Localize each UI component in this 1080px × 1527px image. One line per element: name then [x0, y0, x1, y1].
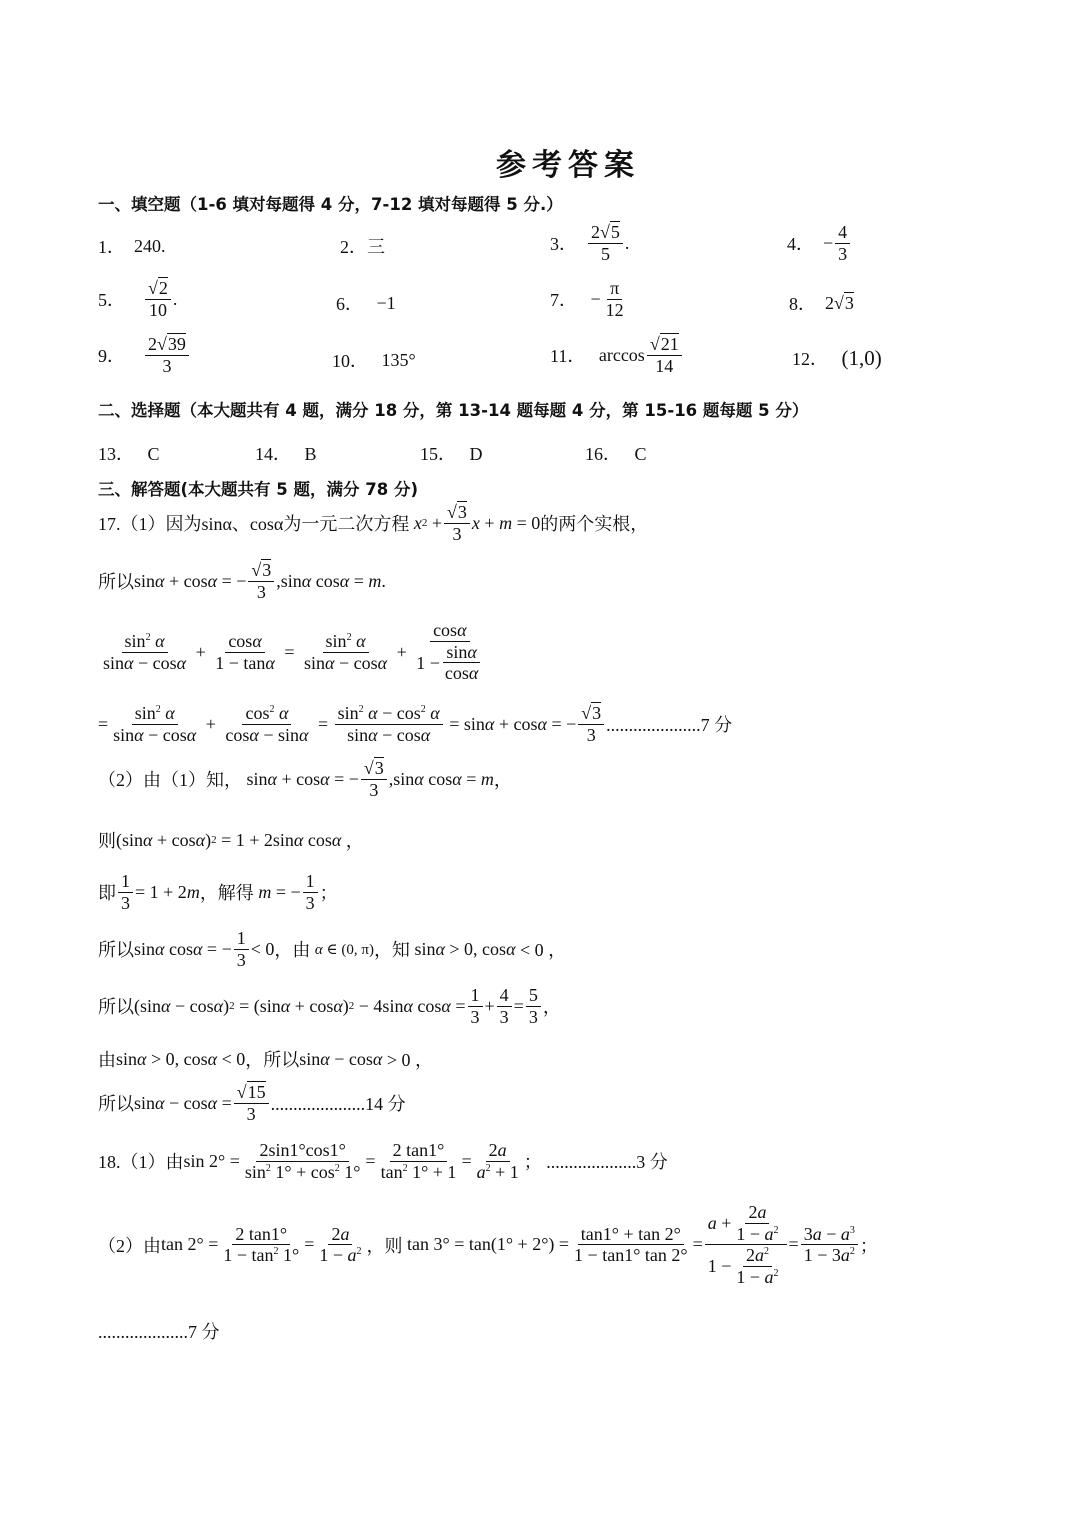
answer-12: 12． (1,0)	[792, 345, 882, 370]
q17-vieta: 所以 sin α + cos α = − $\frac{√3}{3}$ ,sin α cos α = m .	[98, 560, 386, 602]
answer-13: 13． C	[98, 444, 160, 464]
page-title: 参考答案	[496, 148, 640, 183]
answer-11: 11． arccos $\frac{√21}{14}$	[550, 334, 684, 376]
answer-2: 2． 三	[340, 237, 385, 257]
answer-8: 8． 2√ 3	[789, 292, 854, 314]
answer-3: 3． $\frac{2√5}{5}$ .	[550, 222, 630, 264]
q17-diff-square: 所以 (sin α − cos α ) 2 = (sin α + cos α ) 2 − 4sin α cos α = $\frac{1}{3}$ + $\frac{4}{3}$ = $\frac{5}{3}$ ，	[98, 985, 561, 1027]
answer-6: 6． −1	[336, 292, 396, 314]
q17-final: 所以 sin α − cos α = $\frac{√15}{3}$ .....................14 分	[98, 1082, 406, 1124]
answer-9: 9． $\frac{2√39}{3}$	[98, 334, 191, 376]
section3-heading: 三、解答题(本大题共有 5 题，满分 78 分)	[98, 480, 419, 499]
q18-part1: 18.（1）由 sin 2° = $\frac{2\sin 1^\circ\cos 1^\circ}{\sin^2 1^\circ + \cos^2 1^\circ}$ = $\frac{2 \tan 1^\circ}{\tan^2 1^\circ + 1}$ = $\frac{2a}{a^2 + 1}$ ； ....................3 分	[98, 1140, 668, 1182]
answer-15: 15． D	[420, 444, 483, 464]
answer-16: 16． C	[585, 444, 647, 464]
q17-sign: 所以 sin α cos α = − $\frac{1}{3}$ < 0 ，由 α ∈ (0, π) ，知 sin α > 0, cos α < 0 ，	[98, 928, 567, 970]
q17-part2-intro: （2）由（1）知， sin α + cos α = − $\frac{√3}{3}$ ,sin α cos α = m ，	[98, 758, 512, 800]
section1-heading: 一、填空题（1-6 填对每题得 4 分，7-12 填对每题得 5 分.）	[98, 195, 563, 214]
answer-1: 1． 240.	[98, 235, 166, 257]
answer-5: 5． $\frac{√2}{10}$ .	[98, 278, 178, 320]
q17-square: 则 (sin α + cos α ) 2 = 1 + 2sin α cos α ，	[98, 829, 364, 851]
q18-score7: ....................7 分	[98, 1322, 220, 1342]
q18-part2: （2）由 tan 2° = $\frac{2 \tan 1^\circ}{1 - \tan^2 1^\circ}$ = $\frac{2a}{1 - a^2}$ ，则 tan 3° = tan(1° + 2°) = $\frac{\tan 1^\circ + \tan 2^\circ}{1 - \tan 1^\circ \tan 2^\circ}$ = a + $\frac{2a}{1 - a^2}$ 1 − $\frac{2a^2}{1 - a^2}$ = $\frac{3a - a^3}{1 - 3a^2}$ ；	[98, 1202, 878, 1288]
answer-4: 4． − $\frac{4}{3}$	[787, 222, 852, 264]
q17-expression: $\frac{\sin^2 \alpha}{\sin\alpha - \cos\alpha}$ + $\frac{\cos\alpha}{1 - \tan\alpha}$ = $\frac{\sin^2 \alpha}{\sin\alpha - \cos\alpha}$ + cosα 1 − $\frac{\sin\alpha}{\cos\alpha}$	[103, 620, 479, 684]
answer-14: 14． B	[255, 444, 317, 464]
q17-solve-m: 即 $\frac{1}{3}$ = 1 + 2 m ，解得 m = − $\frac{1}{3}$ ；	[98, 871, 338, 913]
q17-part1-intro: 17.（1）因为 sinα、cosα 为一元二次方程 x 2 + $\frac{√3}{3}$ x + m = 0 的两个实根，	[98, 502, 649, 544]
q17-result: = $\frac{\sin^2 \alpha}{\sin\alpha - \cos\alpha}$ + $\frac{\cos^2 \alpha}{\cos\alpha - \sin\alpha}$ = $\frac{\sin^2 \alpha - \cos^2 \alpha}{\sin\alpha - \cos\alpha}$ = sin α + cos α = − $\frac{√3}{3}$ .....................7 分	[98, 703, 733, 745]
q17-positive: 由 sin α > 0, cos α < 0 ，所以 sin α − cos α > 0 ，	[98, 1048, 433, 1070]
answer-7: 7． − $\frac{\pi}{12}$	[550, 278, 624, 320]
section2-heading: 二、选择题（本大题共有 4 题，满分 18 分，第 13-14 题每题 4 分，第 15-16 题每题 5 分）	[98, 401, 809, 420]
answer-10: 10． 135°	[332, 349, 416, 371]
